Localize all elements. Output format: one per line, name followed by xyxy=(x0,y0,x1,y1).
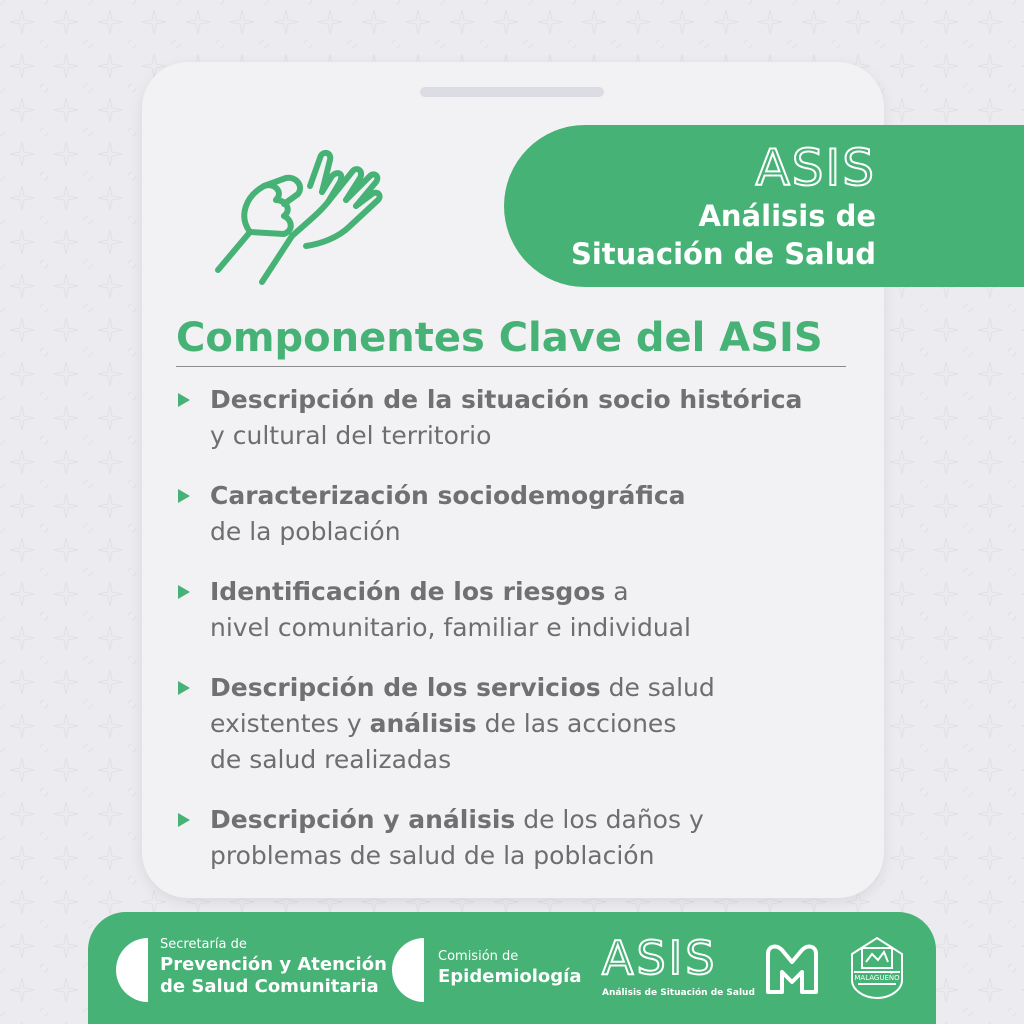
item-text: de salud realizadas xyxy=(210,745,452,774)
item-text: y cultural del territorio xyxy=(210,421,492,450)
bullet-arrow-icon xyxy=(178,681,190,695)
section-title: Componentes Clave del ASIS xyxy=(176,315,823,361)
item-bold-text: Caracterización sociodemográfica xyxy=(210,481,686,510)
comision-small-label: Comisión de xyxy=(438,949,519,964)
list-item xyxy=(176,478,846,550)
secretaria-name-line1: Prevención y Atención xyxy=(160,954,387,975)
secretaria-logo-icon xyxy=(116,938,148,1002)
item-text-line2-pre: existentes y xyxy=(210,709,370,738)
municipal-crest-icon xyxy=(842,932,912,1002)
bullet-arrow-icon xyxy=(178,585,190,599)
footer-bar xyxy=(88,912,936,1024)
item-bold-text: Descripción de los servicios xyxy=(210,673,601,702)
comision-org xyxy=(438,948,581,988)
item-text-inline: de los daños y xyxy=(515,805,704,834)
bullet-arrow-icon xyxy=(178,813,190,827)
item-text-inline: a xyxy=(605,577,629,606)
item-text-line2-post: de las acciones xyxy=(476,709,677,738)
item-bold-text-line2: análisis xyxy=(369,709,477,738)
asis-badge xyxy=(504,125,1024,287)
list-item xyxy=(176,670,846,778)
comision-logo-icon xyxy=(392,938,424,1002)
badge-subtitle-line1: Análisis de xyxy=(698,199,876,233)
secretaria-name-line2: de Salud Comunitaria xyxy=(160,976,379,997)
item-bold-text: Descripción y análisis xyxy=(210,805,516,834)
m-logo-icon xyxy=(762,940,822,998)
badge-title: ASIS xyxy=(755,139,876,197)
helping-hand-icon xyxy=(210,120,390,290)
item-text-inline: de salud xyxy=(600,673,715,702)
comision-name: Epidemiología xyxy=(438,966,582,987)
footer-asis-logo: ASIS xyxy=(602,931,718,985)
secretaria-small-label: Secretaría de xyxy=(160,937,247,952)
components-list xyxy=(176,382,846,898)
crest-text: MALAGUEÑO xyxy=(854,974,900,982)
card-handle xyxy=(420,87,604,97)
list-item xyxy=(176,382,846,454)
item-bold-text: Descripción de la situación socio histórica xyxy=(210,385,803,414)
badge-subtitle-line2: Situación de Salud xyxy=(570,237,876,271)
bullet-arrow-icon xyxy=(178,393,190,407)
footer-asis-logo-sub: Análisis de Situación de Salud xyxy=(602,988,755,998)
item-bold-text: Identificación de los riesgos xyxy=(210,577,606,606)
list-item xyxy=(176,802,846,874)
bullet-arrow-icon xyxy=(178,489,190,503)
secretaria-org xyxy=(160,936,387,998)
title-divider xyxy=(176,366,846,367)
item-text: nivel comunitario, familiar e individual xyxy=(210,613,691,642)
item-text: de la población xyxy=(210,517,401,546)
item-text: problemas de salud de la población xyxy=(210,841,655,870)
list-item xyxy=(176,574,846,646)
